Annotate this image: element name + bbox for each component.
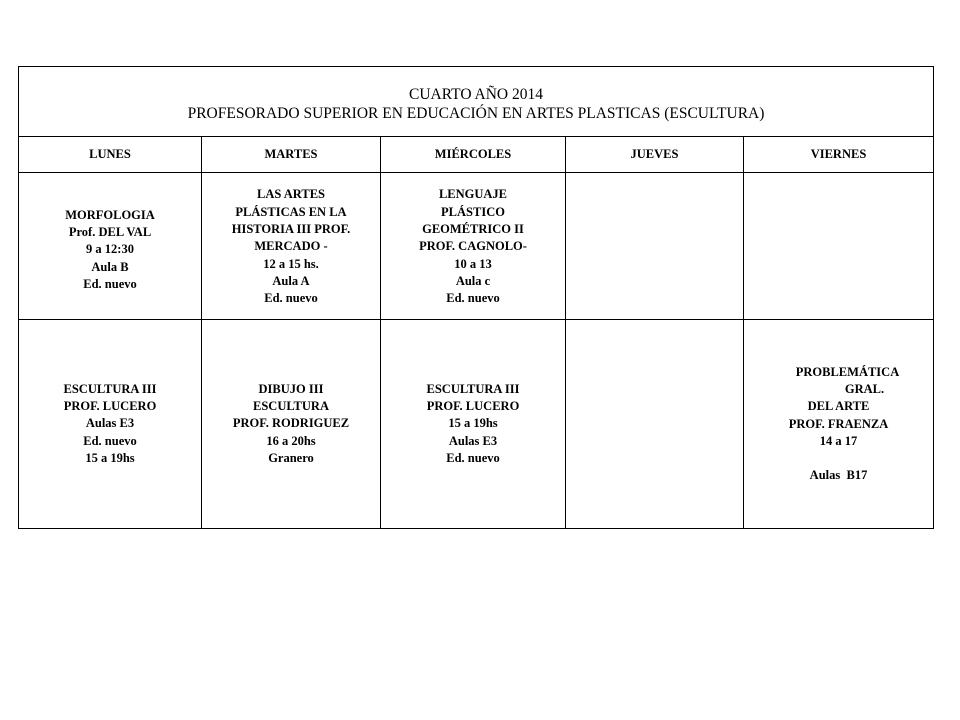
building: Ed. nuevo: [446, 291, 500, 306]
schedule-title: [19, 67, 934, 137]
building: Ed. nuevo: [83, 433, 137, 448]
time: 12 a 15 hs.: [263, 256, 319, 271]
course-name: ESCULTURA III: [426, 381, 520, 396]
cell-miercoles-escultura: [381, 320, 566, 529]
title-year: CUARTO AÑO 2014: [409, 85, 543, 103]
cell-martes-artes-plasticas: [202, 173, 381, 320]
course-name: LAS ARTES: [257, 187, 325, 202]
room: Aulas E3: [85, 416, 135, 431]
cell-jueves-empty: [566, 320, 744, 529]
time: 16 a 20hs: [266, 433, 316, 448]
building: Ed. nuevo: [83, 276, 137, 291]
day-header-jueves: JUEVES: [566, 137, 744, 173]
building: Ed. nuevo: [446, 450, 500, 465]
cell-miercoles-lenguaje-plastico: [381, 173, 566, 320]
course-name: ESCULTURA III: [63, 381, 157, 396]
cell-martes-dibujo: [202, 320, 381, 529]
day-header-lunes: LUNES: [19, 137, 202, 173]
schedule-row-1: [19, 173, 934, 320]
course-name: GEOMÉTRICO II: [422, 222, 524, 237]
course-name: PLÁSTICO: [441, 204, 505, 219]
professor: PROF. RODRIGUEZ: [232, 416, 350, 431]
course-name: PROBLEMÁTICA: [795, 364, 900, 379]
cell-viernes-empty: [744, 173, 934, 320]
cell-jueves-empty: [566, 173, 744, 320]
course-name: DEL ARTE: [807, 399, 870, 414]
day-header-miercoles: MIÉRCOLES: [381, 137, 566, 173]
professor: PROF. FRAENZA: [788, 416, 889, 431]
professor: Prof. DEL VAL: [68, 225, 152, 240]
building: Ed. nuevo: [264, 291, 318, 306]
time: 14 a 17: [819, 433, 858, 448]
course-name: GRAL.: [844, 381, 885, 396]
course-name: MORFOLOGIA: [65, 207, 155, 222]
room: Aulas E3: [448, 433, 498, 448]
professor: PROF. CAGNOLO-: [419, 239, 527, 254]
schedule-table: [18, 66, 934, 529]
room: Granero: [268, 450, 314, 465]
title-program: PROFESORADO SUPERIOR EN EDUCACIÓN EN ARTES PLASTICAS (ESCULTURA): [187, 104, 765, 122]
room: Aula B: [91, 259, 129, 274]
cell-viernes-problematica: [744, 320, 934, 529]
day-header-viernes: VIERNES: [744, 137, 934, 173]
cell-lunes-morfologia: [19, 173, 202, 320]
spacer-line: [744, 450, 933, 467]
room: Aula c: [455, 273, 491, 288]
professor: MERCADO -: [254, 239, 328, 254]
time: 10 a 13: [454, 256, 492, 271]
professor: PROF. LUCERO: [426, 399, 520, 414]
room: Aula A: [272, 273, 310, 288]
course-name: DIBUJO III: [258, 381, 324, 396]
cell-lunes-escultura: [19, 320, 202, 529]
course-name: ESCULTURA: [253, 399, 329, 414]
course-name: PLÁSTICAS EN LA: [235, 204, 347, 219]
time: 15 a 19hs: [85, 450, 135, 465]
time: 9 a 12:30: [86, 242, 134, 257]
course-name: LENGUAJE: [438, 187, 508, 202]
day-header-martes: MARTES: [202, 137, 381, 173]
course-name: HISTORIA III PROF.: [231, 222, 351, 237]
room: Aulas B17: [809, 468, 868, 483]
time: 15 a 19hs: [448, 416, 498, 431]
professor: PROF. LUCERO: [63, 399, 157, 414]
schedule-row-2: [19, 320, 934, 529]
